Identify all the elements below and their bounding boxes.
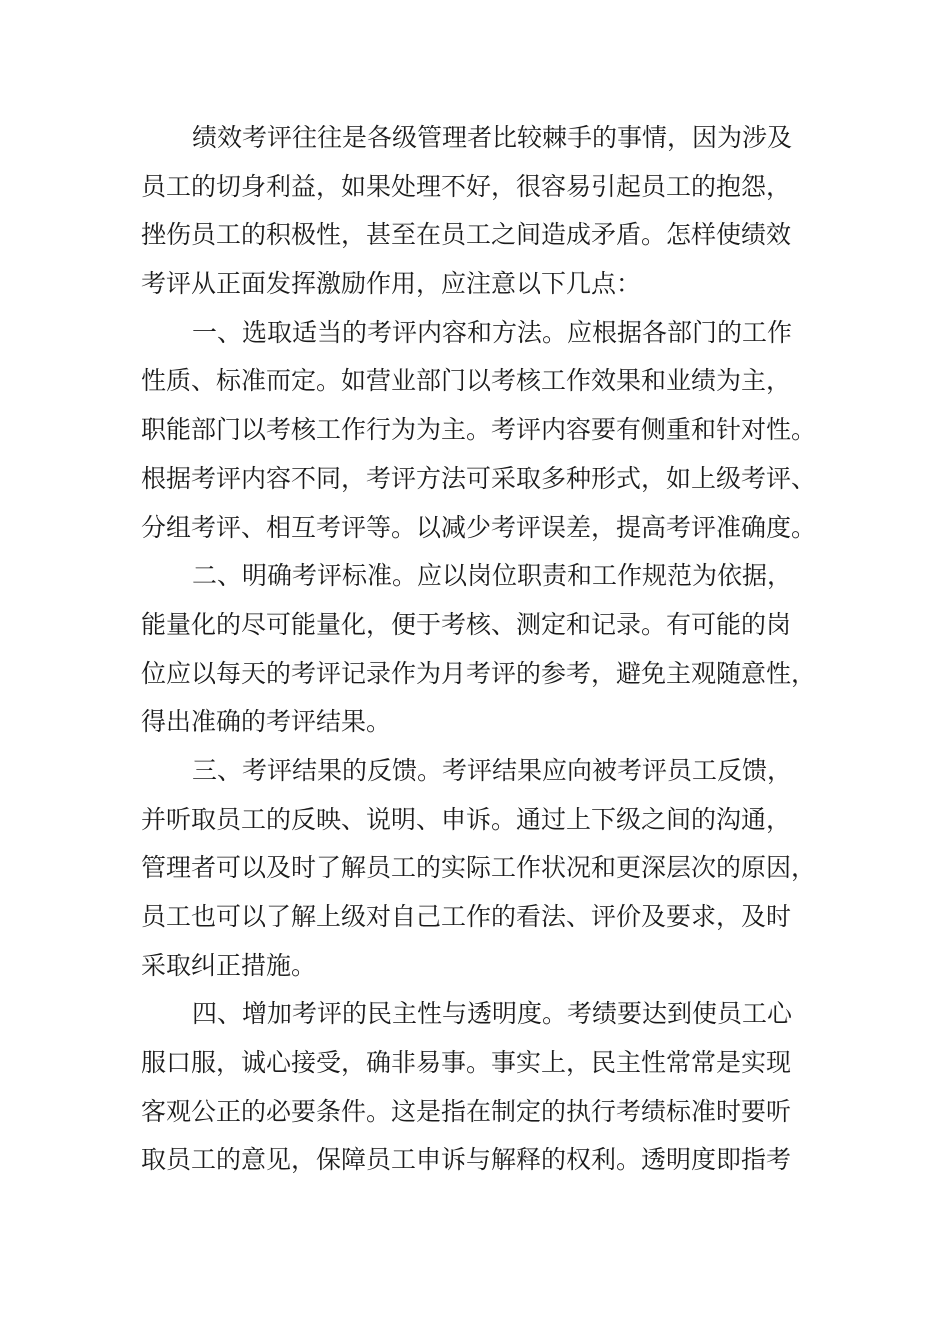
text-line: 性质、标准而定。如营业部门以考核工作效果和业绩为主，: [141, 366, 792, 396]
document-body: [141, 114, 831, 1185]
text-line: 客观公正的必要条件。这是指在制定的执行考绩标准时要听: [141, 1096, 792, 1126]
text-line: 服口服，诚心接受，确非易事。事实上，民主性常常是实现: [141, 1048, 792, 1078]
text-line: 绩效考评往往是各级管理者比较棘手的事情，因为涉及: [192, 123, 793, 152]
text-line: 位应以每天的考评记录作为月考评的参考，避免主观随意性，: [141, 658, 817, 688]
text-line: 四、增加考评的民主性与透明度。考绩要达到使员工心: [192, 999, 793, 1029]
text-line: 取员工的意见，保障员工申诉与解释的权利。透明度即指考: [141, 1145, 792, 1175]
text-line: 考评从正面发挥激励作用，应注意以下几点：: [141, 269, 642, 299]
text-line: 能量化的尽可能量化，便于考核、测定和记录。有可能的岗: [141, 609, 792, 639]
text-line: 员工的切身利益，如果处理不好，很容易引起员工的抱怨，: [141, 171, 792, 201]
text-line: 得出准确的考评结果。: [141, 707, 392, 737]
text-line: 管理者可以及时了解员工的实际工作状况和更深层次的原因，: [141, 853, 817, 883]
text-line: 职能部门以考核工作行为为主。考评内容要有侧重和针对性。: [141, 415, 817, 445]
text-line: 二、明确考评标准。应以岗位职责和工作规范为依据，: [192, 561, 793, 591]
text-line: 根据考评内容不同，考评方法可采取多种形式，如上级考评、: [141, 463, 817, 493]
text-line: 员工也可以了解上级对自己工作的看法、评价及要求，及时: [141, 902, 792, 931]
text-line: 挫伤员工的积极性，甚至在员工之间造成矛盾。怎样使绩效: [141, 220, 792, 250]
text-line: 三、考评结果的反馈。考评结果应向被考评员工反馈，: [192, 755, 793, 785]
text-line: 并听取员工的反映、说明、申诉。通过上下级之间的沟通，: [141, 804, 792, 834]
text-line: 分组考评、相互考评等。以减少考评误差，提高考评准确度。: [141, 512, 817, 542]
text-line: 采取纠正措施。: [141, 950, 317, 980]
text-line: 一、选取适当的考评内容和方法。应根据各部门的工作: [192, 317, 793, 347]
